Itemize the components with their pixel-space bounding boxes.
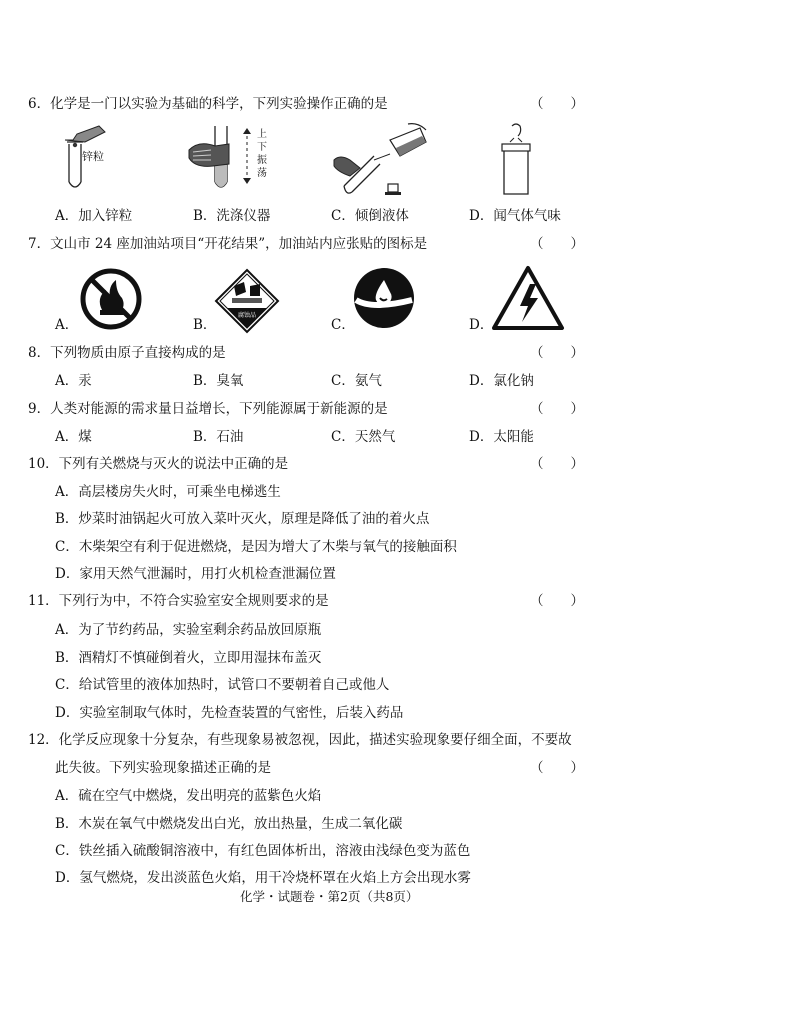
q7-sign-b-text: 腐蚀品	[237, 312, 257, 319]
q10-option-d: D．家用天然气泄漏时，用打火机检查泄漏位置	[55, 566, 336, 582]
q6-stem: 6．化学是一门以实验为基础的科学，下列实验操作正确的是	[28, 96, 388, 112]
q11-option-a: A．为了节约药品，实验室剩余药品放回原瓶	[55, 622, 322, 638]
page-footer: 化学・试题卷・第2页（共8页）	[240, 889, 419, 904]
q7-option-a: A．	[55, 317, 79, 333]
q10-stem: 10．下列有关燃烧与灭火的说法中正确的是	[28, 456, 289, 472]
q6-option-d: D．闻气体气味	[469, 208, 561, 224]
q12-answer-paren: （ ）	[530, 760, 584, 776]
q6-answer-paren: （ ）	[530, 96, 584, 112]
q7-corrosive-sign-icon	[214, 268, 280, 334]
q12-option-b: B．木炭在氧气中燃烧发出白光，放出热量，生成二氧化碳	[55, 816, 403, 832]
q8-option-b: B．臭氧	[193, 373, 244, 389]
q8-stem: 8．下列物质由原子直接构成的是	[28, 345, 226, 361]
q12-option-d: D．氢气燃烧，发出淡蓝色火焰，用干冷烧杯罩在火焰上方会出现水雾	[55, 870, 471, 886]
q6-shake-label: 上 下 振 荡	[257, 129, 267, 179]
q11-option-b: B．酒精灯不慎碰倒着火，立即用湿抹布盖灭	[55, 650, 322, 666]
q9-option-a: A．煤	[55, 429, 92, 445]
q6-figure-d-gas-jar	[492, 122, 537, 198]
q10-option-b: B．炒菜时油锅起火可放入菜叶灭火，原理是降低了油的着火点	[55, 511, 430, 527]
q12-option-a: A．硫在空气中燃烧，发出明亮的蓝紫色火焰	[55, 788, 322, 804]
q7-no-open-flame-sign-icon	[80, 268, 142, 330]
q6-up-down-arrow	[241, 126, 253, 186]
q7-option-d: D．	[469, 317, 494, 333]
q9-option-c: C．天然气	[331, 429, 396, 445]
q7-stem: 7．文山市 24 座加油站项目“开花结果”，加油站内应张贴的图标是	[28, 236, 428, 252]
q11-answer-paren: （ ）	[530, 593, 584, 609]
q10-answer-paren: （ ）	[530, 456, 584, 472]
q9-answer-paren: （ ）	[530, 401, 584, 417]
q9-stem: 9．人类对能源的需求量日益增长，下列能源属于新能源的是	[28, 401, 388, 417]
q6-figure-b-shaking-tube	[185, 120, 245, 195]
q7-answer-paren: （ ）	[530, 236, 584, 252]
q6-figure-c-pouring-liquid	[330, 120, 430, 198]
q6-option-a: A．加入锌粒	[55, 208, 133, 224]
q12-stem-line1: 12．化学反应现象十分复杂，有些现象易被忽视，因此，描述实验现象要仔细全面，不要故	[28, 732, 572, 748]
q11-option-d: D．实验室制取气体时，先检查装置的气密性，后装入药品	[55, 705, 404, 721]
q7-option-b: B．	[193, 317, 217, 333]
q7-option-c: C．	[331, 317, 355, 333]
q10-option-c: C．木柴架空有利于促进燃烧，是因为增大了木柴与氧气的接触面积	[55, 539, 457, 555]
q8-option-c: C．氨气	[331, 373, 382, 389]
q12-option-c: C．铁丝插入硫酸铜溶液中，有红色固体析出，溶液由浅绿色变为蓝色	[55, 843, 471, 859]
q9-option-d: D．太阳能	[469, 429, 534, 445]
q6-zinc-label: 锌粒	[82, 150, 104, 163]
q9-option-b: B．石油	[193, 429, 244, 445]
q8-answer-paren: （ ）	[530, 345, 584, 361]
q8-option-d: D．氯化钠	[469, 373, 534, 389]
q6-option-c: C．倾倒液体	[331, 208, 409, 224]
q11-option-c: C．给试管里的液体加热时，试管口不要朝着自己或他人	[55, 677, 390, 693]
q7-high-voltage-sign-icon	[490, 264, 566, 332]
q7-water-saving-sign-icon	[352, 266, 416, 330]
q12-stem-line2: 此失彼。下列实验现象描述正确的是	[55, 760, 271, 776]
q8-option-a: A．汞	[55, 373, 92, 389]
q10-option-a: A．高层楼房失火时，可乘坐电梯逃生	[55, 484, 281, 500]
q6-option-b: B．洗涤仪器	[193, 208, 271, 224]
q11-stem: 11．下列行为中，不符合实验室安全规则要求的是	[28, 593, 329, 609]
